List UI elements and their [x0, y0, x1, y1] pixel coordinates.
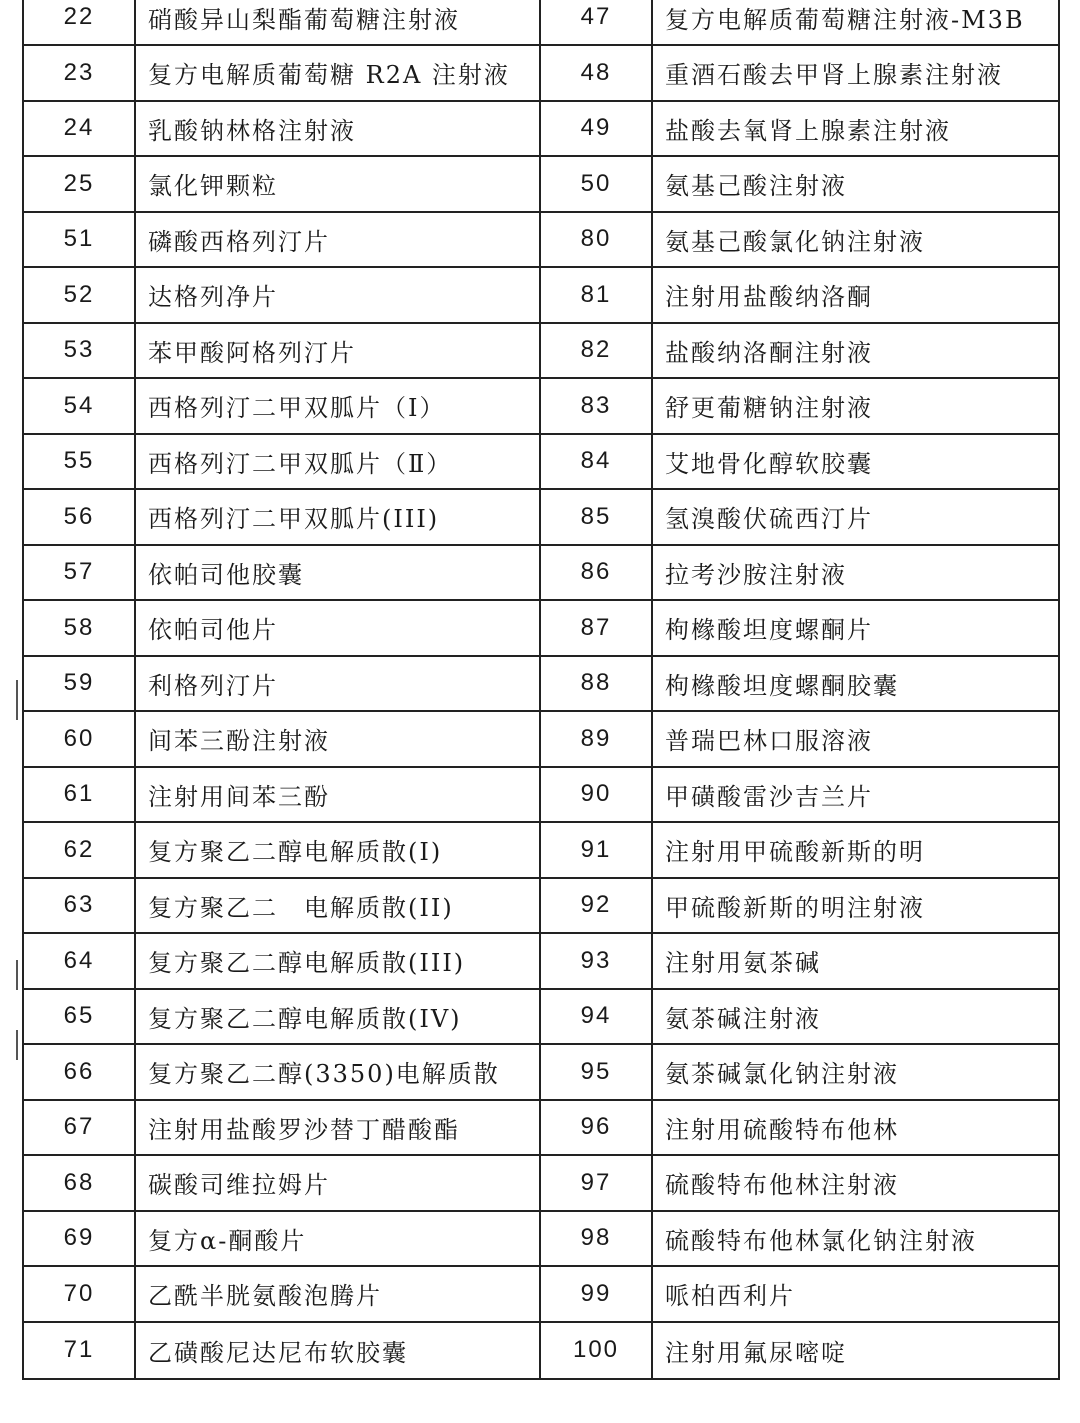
left-serial-number: 24 [23, 101, 135, 157]
left-serial-number: 59 [23, 656, 135, 712]
right-serial-number: 95 [540, 1044, 652, 1100]
left-drug-name: 达格列净片 [135, 267, 540, 323]
left-drug-name: 氯化钾颗粒 [135, 156, 540, 212]
right-serial-number: 87 [540, 600, 652, 656]
right-drug-name: 氨基己酸氯化钠注射液 [652, 212, 1059, 268]
left-serial-number: 67 [23, 1100, 135, 1156]
table-row [23, 656, 1059, 712]
table-row [23, 156, 1059, 212]
right-serial-number: 85 [540, 489, 652, 545]
left-serial-number: 54 [23, 378, 135, 434]
right-drug-name: 甲磺酸雷沙吉兰片 [652, 767, 1059, 823]
left-serial-number: 23 [23, 45, 135, 101]
right-drug-name: 氨基己酸注射液 [652, 156, 1059, 212]
drug-list-table [22, 0, 1060, 1380]
left-drug-name: 依帕司他片 [135, 600, 540, 656]
left-drug-name: 西格列汀二甲双胍片（Ⅱ） [135, 434, 540, 490]
left-drug-name: 西格列汀二甲双胍片(III) [135, 489, 540, 545]
right-drug-name: 舒更葡糖钠注射液 [652, 378, 1059, 434]
right-drug-name: 哌柏西利片 [652, 1266, 1059, 1322]
table-row [23, 878, 1059, 934]
right-serial-number: 81 [540, 267, 652, 323]
right-serial-number: 83 [540, 378, 652, 434]
scan-edge-mark [16, 960, 18, 990]
right-serial-number: 89 [540, 711, 652, 767]
right-serial-number: 82 [540, 323, 652, 379]
left-serial-number: 63 [23, 878, 135, 934]
right-drug-name: 氨茶碱注射液 [652, 989, 1059, 1045]
right-serial-number: 86 [540, 545, 652, 601]
left-drug-name: 西格列汀二甲双胍片（Ⅰ） [135, 378, 540, 434]
right-drug-name: 艾地骨化醇软胶囊 [652, 434, 1059, 490]
left-serial-number: 61 [23, 767, 135, 823]
left-drug-name: 复方聚乙二 电解质散(II) [135, 878, 540, 934]
left-serial-number: 71 [23, 1322, 135, 1379]
left-serial-number: 62 [23, 822, 135, 878]
right-serial-number: 93 [540, 933, 652, 989]
left-drug-name: 复方聚乙二醇电解质散(III) [135, 933, 540, 989]
right-drug-name: 甲硫酸新斯的明注射液 [652, 878, 1059, 934]
table-row [23, 1100, 1059, 1156]
left-serial-number: 68 [23, 1155, 135, 1211]
right-serial-number: 80 [540, 212, 652, 268]
table-row [23, 1155, 1059, 1211]
right-drug-name: 拉考沙胺注射液 [652, 545, 1059, 601]
left-drug-name: 注射用间苯三酚 [135, 767, 540, 823]
left-serial-number: 52 [23, 267, 135, 323]
table-body [23, 0, 1059, 1379]
left-drug-name: 复方聚乙二醇电解质散(IV) [135, 989, 540, 1045]
scan-edge-mark [16, 1030, 18, 1060]
left-serial-number: 57 [23, 545, 135, 601]
right-serial-number: 92 [540, 878, 652, 934]
table-row [23, 0, 1059, 45]
left-drug-name: 乳酸钠林格注射液 [135, 101, 540, 157]
right-drug-name: 硫酸特布他林氯化钠注射液 [652, 1211, 1059, 1267]
right-serial-number: 47 [540, 0, 652, 45]
right-drug-name: 注射用氟尿嘧啶 [652, 1322, 1059, 1379]
table-row [23, 933, 1059, 989]
left-drug-name: 乙酰半胱氨酸泡腾片 [135, 1266, 540, 1322]
table-row [23, 1322, 1059, 1379]
left-serial-number: 70 [23, 1266, 135, 1322]
right-serial-number: 97 [540, 1155, 652, 1211]
table-row [23, 45, 1059, 101]
table-row [23, 489, 1059, 545]
right-serial-number: 91 [540, 822, 652, 878]
left-drug-name: 复方电解质葡萄糖 R2A 注射液 [135, 45, 540, 101]
right-drug-name: 注射用盐酸纳洛酮 [652, 267, 1059, 323]
right-drug-name: 注射用硫酸特布他林 [652, 1100, 1059, 1156]
table-row [23, 378, 1059, 434]
right-serial-number: 88 [540, 656, 652, 712]
left-drug-name: 硝酸异山梨酯葡萄糖注射液 [135, 0, 540, 45]
right-serial-number: 49 [540, 101, 652, 157]
right-serial-number: 50 [540, 156, 652, 212]
right-drug-name: 盐酸纳洛酮注射液 [652, 323, 1059, 379]
table-row [23, 600, 1059, 656]
right-serial-number: 84 [540, 434, 652, 490]
table-row [23, 767, 1059, 823]
right-drug-name: 注射用甲硫酸新斯的明 [652, 822, 1059, 878]
right-serial-number: 100 [540, 1322, 652, 1379]
right-serial-number: 98 [540, 1211, 652, 1267]
table-row [23, 711, 1059, 767]
left-serial-number: 65 [23, 989, 135, 1045]
left-drug-name: 磷酸西格列汀片 [135, 212, 540, 268]
left-drug-name: 复方聚乙二醇电解质散(I) [135, 822, 540, 878]
left-serial-number: 58 [23, 600, 135, 656]
left-serial-number: 69 [23, 1211, 135, 1267]
left-drug-name: 复方聚乙二醇(3350)电解质散 [135, 1044, 540, 1100]
right-drug-name: 枸橼酸坦度螺酮胶囊 [652, 656, 1059, 712]
right-drug-name: 氢溴酸伏硫西汀片 [652, 489, 1059, 545]
right-drug-name: 复方电解质葡萄糖注射液-M3B [652, 0, 1059, 45]
left-drug-name: 苯甲酸阿格列汀片 [135, 323, 540, 379]
right-serial-number: 94 [540, 989, 652, 1045]
table-row [23, 822, 1059, 878]
left-drug-name: 乙磺酸尼达尼布软胶囊 [135, 1322, 540, 1379]
left-serial-number: 66 [23, 1044, 135, 1100]
right-drug-name: 重酒石酸去甲肾上腺素注射液 [652, 45, 1059, 101]
left-serial-number: 51 [23, 212, 135, 268]
right-drug-name: 硫酸特布他林注射液 [652, 1155, 1059, 1211]
left-drug-name: 间苯三酚注射液 [135, 711, 540, 767]
table-row [23, 101, 1059, 157]
table-row [23, 1266, 1059, 1322]
right-drug-name: 普瑞巴林口服溶液 [652, 711, 1059, 767]
right-serial-number: 90 [540, 767, 652, 823]
right-drug-name: 枸橼酸坦度螺酮片 [652, 600, 1059, 656]
table-row [23, 545, 1059, 601]
table-row [23, 434, 1059, 490]
right-drug-name: 氨茶碱氯化钠注射液 [652, 1044, 1059, 1100]
table-row [23, 989, 1059, 1045]
left-serial-number: 60 [23, 711, 135, 767]
left-serial-number: 64 [23, 933, 135, 989]
right-drug-name: 盐酸去氧肾上腺素注射液 [652, 101, 1059, 157]
table-row [23, 323, 1059, 379]
left-serial-number: 22 [23, 0, 135, 45]
scan-edge-mark [16, 680, 18, 720]
right-serial-number: 96 [540, 1100, 652, 1156]
table-row [23, 212, 1059, 268]
right-serial-number: 48 [540, 45, 652, 101]
left-serial-number: 55 [23, 434, 135, 490]
table-row [23, 1044, 1059, 1100]
left-serial-number: 53 [23, 323, 135, 379]
left-serial-number: 25 [23, 156, 135, 212]
left-drug-name: 利格列汀片 [135, 656, 540, 712]
table-row [23, 267, 1059, 323]
table-row [23, 1211, 1059, 1267]
left-drug-name: 依帕司他胶囊 [135, 545, 540, 601]
left-drug-name: 碳酸司维拉姆片 [135, 1155, 540, 1211]
left-drug-name: 注射用盐酸罗沙替丁醋酸酯 [135, 1100, 540, 1156]
right-drug-name: 注射用氨茶碱 [652, 933, 1059, 989]
left-drug-name: 复方α-酮酸片 [135, 1211, 540, 1267]
left-serial-number: 56 [23, 489, 135, 545]
right-serial-number: 99 [540, 1266, 652, 1322]
